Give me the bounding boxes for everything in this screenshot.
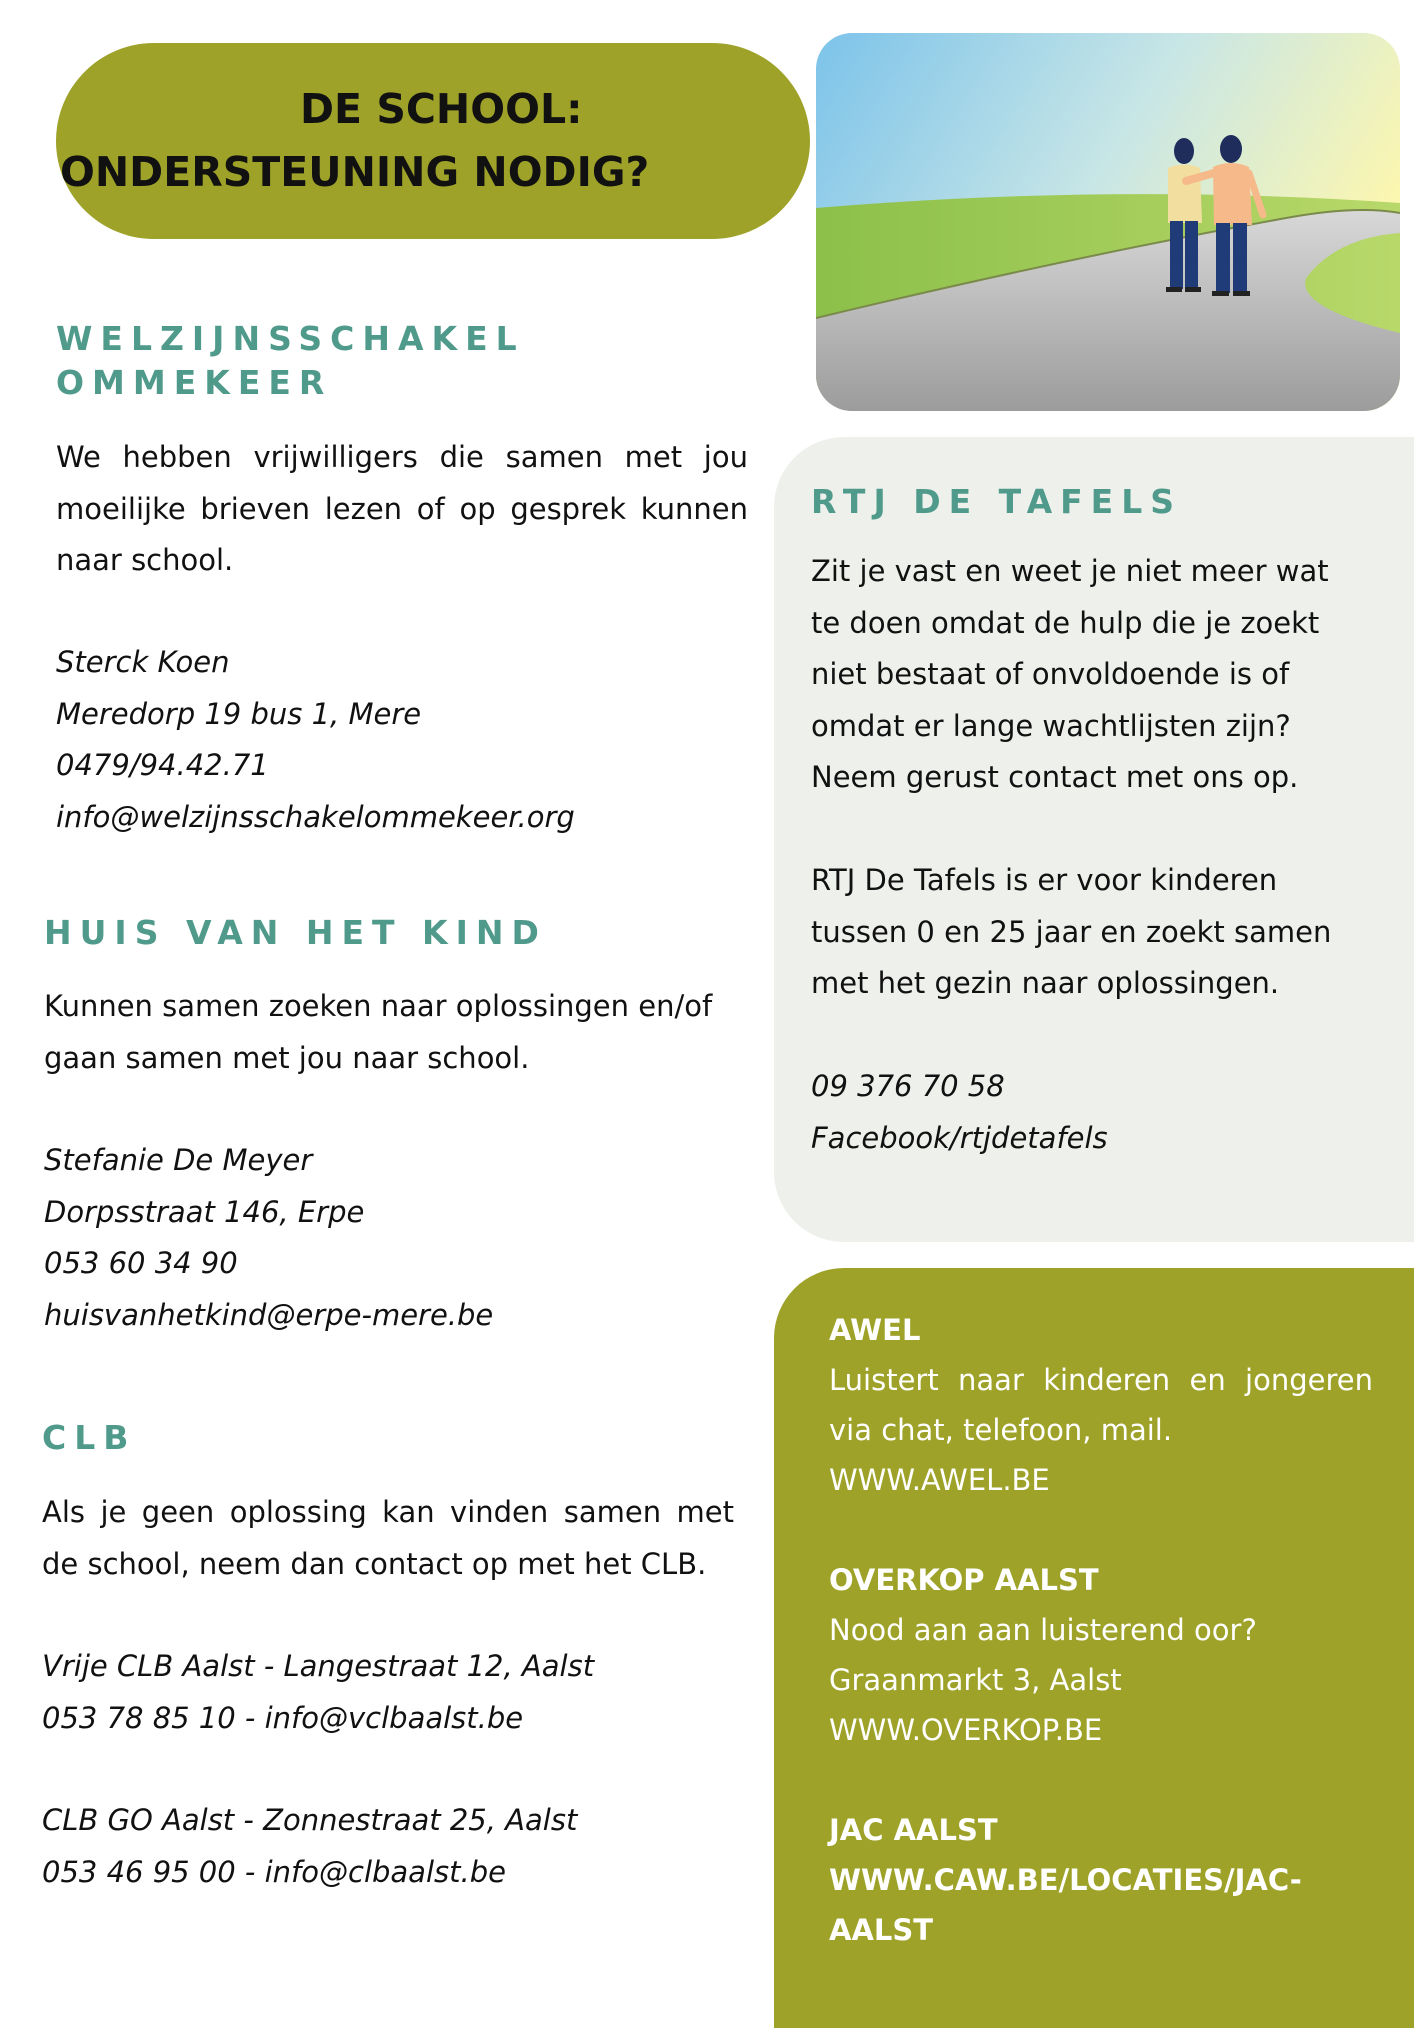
- jac-link[interactable]: WWW.CAW.BE/LOCATIES/JAC-: [829, 1863, 1302, 1897]
- clb-contact-vrije: Vrije CLB Aalst - Langestraat 12, Aalst 053 78 85 10 - info@vclbaalst.be: [42, 1649, 595, 1735]
- awel-description: Luistert naar kinderen en jongeren via chat, telefoon, mail.: [829, 1363, 1373, 1447]
- huis-van-het-kind-heading: HUIS VAN HET KIND: [44, 913, 547, 952]
- awel-name: AWEL: [829, 1313, 921, 1347]
- huis-van-het-kind-email-link[interactable]: huisvanhetkind@erpe-mere.be: [44, 1297, 494, 1332]
- page-title-line2: ONDERSTEUNING NODIG?: [60, 148, 650, 196]
- clb-contact-go: CLB GO Aalst - Zonnestraat 25, Aalst 053 46 95 00 - info@clbaalst.be: [42, 1803, 578, 1889]
- rtj-facebook-link[interactable]: Facebook/rtjdetafels: [811, 1120, 1108, 1155]
- welzijnsschakel-heading: WELZIJNSSCHAKEL OMMEKEER: [56, 319, 525, 402]
- overkop-name: OVERKOP AALST: [829, 1563, 1099, 1597]
- rtj-phone: 09 376 70 58: [811, 1069, 1005, 1103]
- huis-van-het-kind-description: Kunnen samen zoeken naar oplossingen en/of gaan samen met jou naar school.: [44, 989, 713, 1075]
- welzijnsschakel-email-link[interactable]: info@welzijnsschakelommekeer.org: [56, 799, 575, 834]
- clb-heading: CLB: [42, 1418, 137, 1457]
- rtj-heading: RTJ DE TAFELS: [811, 482, 1182, 521]
- clb-description: Als je geen oplossing kan vinden samen met de school, neem dan contact op met het CLB.: [42, 1495, 734, 1581]
- helplines-list: AWEL Luistert naar kinderen en jongeren via chat, telefoon, mail. WWW.AWEL.BE OVERKOP AALST Nood aan aan luisterend oor? Graanmarkt 3, Aalst WWW.OVERKOP.BE JAC AALST WWW.CAW.BE/LOCATIES/JAC- AALST: [829, 1305, 1373, 1955]
- hero-illustration: [816, 33, 1400, 411]
- welzijnsschakel-contact: Sterck Koen Meredorp 19 bus 1, Mere 0479/94.42.71 info@welzijnsschakelommekeer.org: [56, 637, 575, 843]
- page-title-line1: DE SCHOOL:: [300, 85, 583, 133]
- huis-van-het-kind-contact: Stefanie De Meyer Dorpsstraat 146, Erpe 053 60 34 90 huisvanhetkind@erpe-mere.be: [44, 1135, 493, 1341]
- welzijnsschakel-description: We hebben vrijwilligers die samen met jou moeilijke brieven lezen of op gesprek kunnen naar school.: [56, 440, 748, 577]
- title-banner: [56, 43, 810, 239]
- overkop-link[interactable]: WWW.OVERKOP.BE: [829, 1713, 1103, 1747]
- jac-name: JAC AALST: [829, 1813, 998, 1847]
- rtj-description: Zit je vast en weet je niet meer wat te doen omdat de hulp die je zoekt niet bestaat of onvoldoende is of omdat er lange wachtlijsten zijn? Neem gerust contact met ons op. RTJ De Tafels is er voor kinderen tussen 0 en 25 jaar en zoekt samen met het gezin naar oplossingen. 09 376 70 58 Facebook/rtjdetafels: [811, 546, 1331, 1164]
- awel-link[interactable]: WWW.AWEL.BE: [829, 1463, 1050, 1497]
